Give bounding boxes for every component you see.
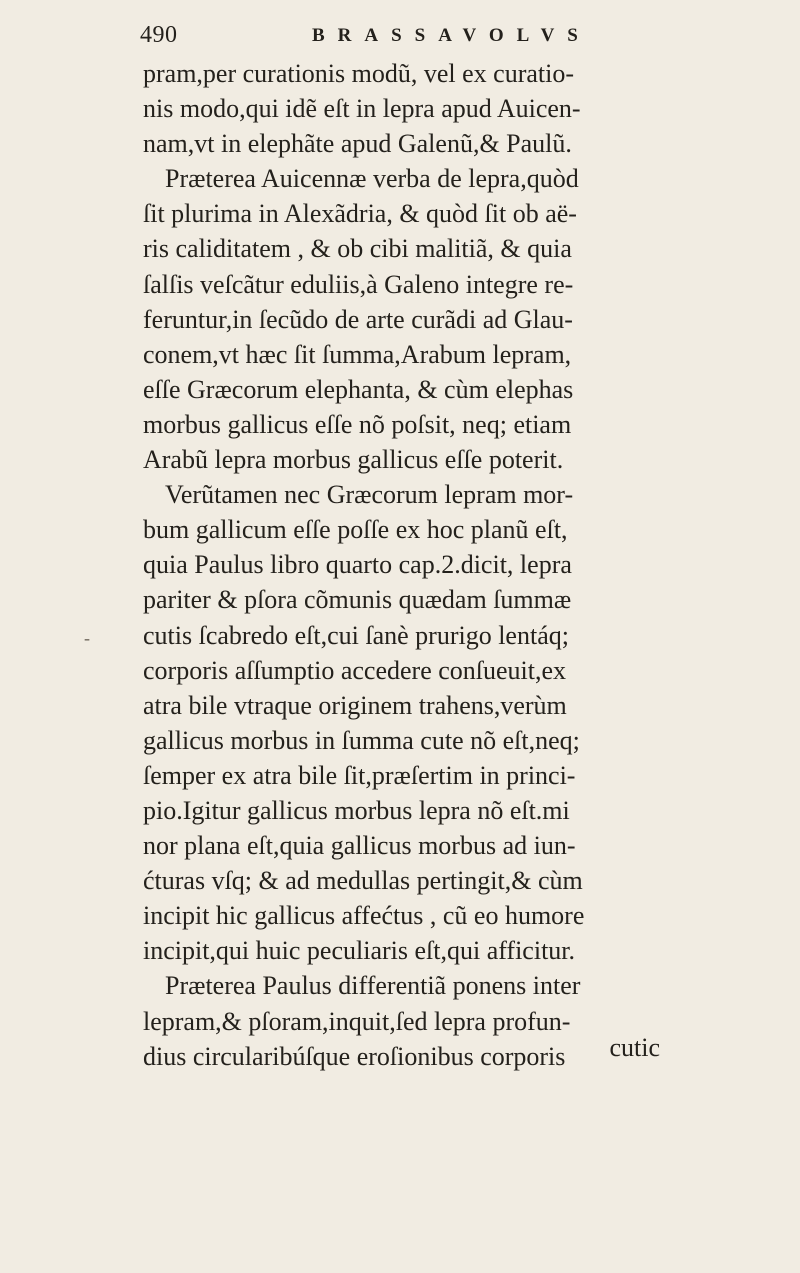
- catchword: cutic: [609, 1033, 660, 1062]
- text-line: eſſe Græcorum elephanta, & cùm elephas: [143, 374, 574, 404]
- text-line: feruntur,in ſecũdo de arte curãdi ad Glau-: [143, 304, 573, 334]
- text-line: quia Paulus libro quarto cap.2.dicit, lepra: [143, 550, 572, 580]
- text-line: atra bile vtraque originem trahens,verùm: [143, 690, 567, 720]
- running-head: BRASSAVOLVS: [312, 25, 591, 46]
- text-line: nis modo,qui idẽ eſt in lepra apud Auicen-: [143, 94, 581, 124]
- text-line: bum gallicum eſſe poſſe ex hoc planũ eſt,: [143, 515, 568, 545]
- text-line: pram,per curationis modũ, vel ex curatio-: [143, 59, 575, 88]
- text-line: corporis aſſumptio accedere conſueuit,ex: [143, 655, 567, 685]
- text-line: incipit hic gallicus affećtus , cũ eo humore: [143, 901, 585, 931]
- text-line: gallicus morbus in ſumma cute nõ eſt,neq;: [143, 725, 580, 755]
- text-line: Arabũ lepra morbus gallicus eſſe poterit.: [143, 445, 564, 475]
- text-line: incipit,qui huic peculiaris eſt,qui afficitur.: [143, 936, 576, 966]
- text-line: conem,vt hæc ſit ſumma,Arabum lepram,: [143, 339, 572, 369]
- text-line: nor plana eſt,quia gallicus morbus ad iun-: [143, 831, 576, 861]
- text-line: dius circularibúſque eroſionibus corporis: [143, 1041, 566, 1071]
- text-line: Præterea Paulus differentiã ponens inter: [165, 971, 581, 1001]
- text-line: pariter & pſora cõmunis quædam ſummæ: [143, 585, 572, 615]
- text-line: ris caliditatem , & ob cibi malitiã, & quia: [143, 234, 572, 264]
- text-block: [143, 56, 663, 1074]
- text-line: ſit plurima in Alexãdria, & quòd ſit ob aë-: [143, 199, 577, 229]
- text-line: ſemper ex atra bile ſit,præſertim in princi-: [143, 760, 576, 790]
- text-line: ćturas vſq; & ad medullas pertingit,& cùm: [143, 866, 583, 896]
- text-line: lepram,& pſoram,inquit,ſed lepra profun-: [143, 1006, 571, 1036]
- text-line: Verũtamen nec Græcorum lepram mor-: [165, 480, 574, 510]
- text-line: ſalſis veſcãtur eduliis,à Galeno integre re-: [143, 269, 574, 299]
- text-line: pio.Igitur gallicus morbus lepra nõ eſt.mi: [143, 795, 570, 825]
- text-line: nam,vt in elephãte apud Galenũ,& Paulũ.: [143, 129, 572, 159]
- text-line: morbus gallicus eſſe nõ poſsit, neq; etiam: [143, 409, 572, 439]
- page-header: [140, 22, 660, 52]
- margin-mark: -: [84, 628, 90, 648]
- text-line: Præterea Auicennæ verba de lepra,quòd: [165, 164, 579, 194]
- text-line: cutis ſcabredo eſt,cui ſanè prurigo lentáq;: [143, 620, 569, 650]
- page-number: 490: [140, 22, 178, 48]
